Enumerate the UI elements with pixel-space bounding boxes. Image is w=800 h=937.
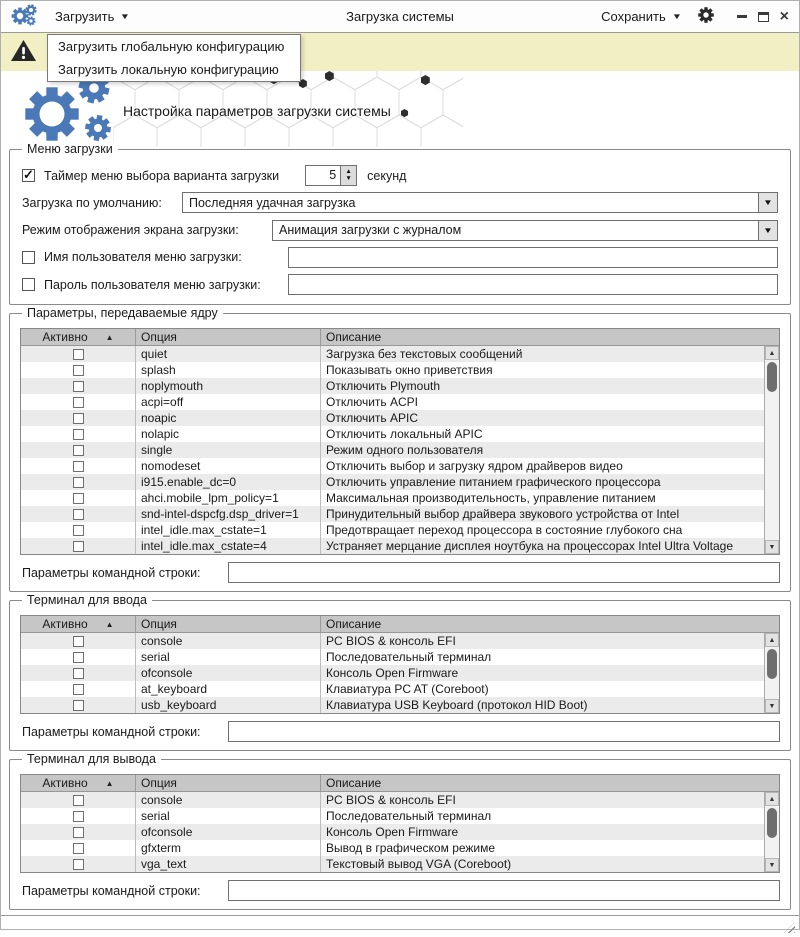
description-cell: Отключить Plymouth	[326, 379, 441, 393]
column-label: Описание	[326, 776, 382, 790]
caret-down-icon: ▼	[120, 12, 131, 21]
description-cell: Максимальная производительность, управление питанием	[326, 491, 656, 505]
password-input[interactable]	[288, 274, 778, 295]
row-checkbox[interactable]	[73, 461, 84, 472]
table-row[interactable]	[21, 856, 764, 872]
option-cell: splash	[136, 362, 321, 378]
option-cell: usb_keyboard	[136, 697, 321, 713]
timer-label: Таймер меню выбора варианта загрузки	[44, 168, 280, 183]
combobox-button[interactable]	[758, 221, 777, 240]
description-cell: Клавиатура USB Keyboard (протокол HID Boot)	[326, 698, 588, 712]
sort-asc-icon: ▲	[105, 778, 114, 788]
row-checkbox[interactable]	[73, 477, 84, 488]
description-cell: Последовательный терминал	[326, 650, 492, 664]
table-row[interactable]	[21, 665, 764, 681]
table-row[interactable]	[21, 633, 764, 649]
option-cell: nolapic	[136, 426, 321, 442]
row-checkbox[interactable]	[73, 525, 84, 536]
username-input[interactable]	[288, 247, 778, 268]
option-cell: noplymouth	[136, 378, 321, 394]
row-checkbox[interactable]	[73, 445, 84, 456]
option-cell: snd-intel-dspcfg.dsp_driver=1	[136, 506, 321, 522]
menu-bar	[1, 1, 799, 33]
option-cell: console	[136, 633, 321, 649]
description-cell: PC BIOS & консоль EFI	[326, 793, 456, 807]
column-label: Опция	[141, 776, 177, 790]
description-cell: Режим одного пользователя	[326, 443, 484, 457]
cmdline-label: Параметры командной строки:	[22, 565, 201, 580]
column-header-description[interactable]	[321, 616, 779, 632]
username-row	[22, 247, 778, 268]
caret-down-icon: ▼	[763, 225, 773, 235]
scrollbar-thumb[interactable]	[767, 649, 777, 679]
row-checkbox[interactable]	[73, 397, 84, 408]
table-row[interactable]	[21, 792, 764, 808]
column-header-option[interactable]	[136, 329, 321, 345]
load-menu-button[interactable]	[55, 9, 129, 24]
column-header-description[interactable]	[321, 775, 779, 791]
timer-row	[22, 165, 778, 186]
row-checkbox[interactable]	[73, 795, 84, 806]
column-label: Активно	[42, 330, 88, 344]
group-title: Меню загрузки	[22, 142, 118, 156]
scroll-up-icon[interactable]: ▲	[765, 346, 779, 360]
row-checkbox[interactable]	[73, 365, 84, 376]
hero-header	[1, 71, 799, 147]
column-label: Опция	[141, 330, 177, 344]
combobox-button[interactable]	[758, 193, 777, 212]
column-header-option[interactable]	[136, 616, 321, 632]
table-row[interactable]	[21, 538, 764, 554]
timer-spinner[interactable]	[305, 165, 357, 186]
username-checkbox[interactable]	[22, 251, 35, 264]
close-button[interactable]: ×	[779, 7, 789, 25]
display-mode-row	[22, 220, 778, 241]
app-gears-icon	[11, 3, 37, 30]
sort-asc-icon: ▲	[105, 332, 114, 342]
default-boot-row	[22, 192, 778, 213]
option-cell: serial	[136, 649, 321, 665]
output-terminal-cmdline-input[interactable]	[228, 880, 780, 901]
table-row[interactable]	[21, 378, 764, 394]
username-label: Имя пользователя меню загрузки:	[44, 250, 242, 265]
option-cell: serial	[136, 808, 321, 824]
description-cell: Отключить ACPI	[326, 395, 418, 409]
table-body	[21, 633, 779, 713]
table-body	[21, 792, 779, 872]
option-cell: quiet	[136, 346, 321, 362]
table-row[interactable]	[21, 649, 764, 665]
dropdown-menu-item[interactable]: Загрузить глобальную конфигурацию	[58, 39, 285, 54]
spin-up-icon[interactable]: ▲	[345, 168, 352, 175]
vertical-scrollbar[interactable]	[764, 346, 779, 554]
description-cell: Клавиатура PC AT (Coreboot)	[326, 682, 489, 696]
table-row[interactable]	[21, 522, 764, 538]
row-checkbox[interactable]	[73, 636, 84, 647]
settings-gear-icon[interactable]	[697, 6, 715, 27]
option-cell: single	[136, 442, 321, 458]
column-header-active[interactable]	[21, 775, 136, 791]
timer-value: 5	[329, 168, 337, 182]
spinner-buttons[interactable]	[340, 166, 356, 185]
table-row[interactable]	[21, 506, 764, 522]
option-cell: ofconsole	[136, 665, 321, 681]
resize-grip[interactable]	[784, 922, 795, 933]
vertical-scrollbar[interactable]	[764, 633, 779, 713]
row-checkbox[interactable]	[73, 859, 84, 870]
option-cell: ofconsole	[136, 824, 321, 840]
option-cell: intel_idle.max_cstate=4	[136, 538, 321, 554]
description-cell: Отключить выбор и загрузку ядром драйверов видео	[326, 459, 623, 473]
default-boot-combobox[interactable]	[182, 192, 778, 213]
description-cell: Консоль Open Firmware	[326, 825, 459, 839]
output-terminal-group	[9, 752, 791, 910]
maximize-button[interactable]	[758, 12, 769, 22]
option-cell: intel_idle.max_cstate=1	[136, 522, 321, 538]
default-boot-label: Загрузка по умолчанию:	[22, 195, 162, 210]
scroll-up-icon[interactable]: ▲	[765, 792, 779, 806]
table-row[interactable]	[21, 394, 764, 410]
description-cell: Показывать окно приветствия	[326, 363, 493, 377]
description-cell: Текстовый вывод VGA (Coreboot)	[326, 857, 512, 871]
description-cell: Предотвращает переход процессора в состояние глубокого сна	[326, 523, 683, 537]
row-checkbox[interactable]	[73, 413, 84, 424]
input-terminal-cmdline-input[interactable]	[228, 721, 780, 742]
caret-down-icon: ▼	[671, 12, 682, 21]
vertical-scrollbar[interactable]	[764, 792, 779, 872]
sort-asc-icon: ▲	[105, 619, 114, 629]
table-row[interactable]	[21, 474, 764, 490]
row-checkbox[interactable]	[73, 429, 84, 440]
table-row[interactable]	[21, 681, 764, 697]
combobox-value: Анимация загрузки с журналом	[279, 223, 462, 237]
option-cell: vga_text	[136, 856, 321, 872]
row-checkbox[interactable]	[73, 509, 84, 520]
table-body	[21, 346, 779, 554]
column-label: Активно	[42, 776, 88, 790]
row-checkbox[interactable]	[73, 827, 84, 838]
kernel-params-table	[20, 328, 780, 555]
page-title: Настройка параметров загрузки системы	[123, 103, 391, 119]
column-header-active[interactable]	[21, 616, 136, 632]
row-checkbox[interactable]	[73, 652, 84, 663]
scroll-up-icon[interactable]: ▲	[765, 633, 779, 647]
cmdline-row	[20, 721, 780, 742]
input-terminal-table	[20, 615, 780, 714]
row-checkbox[interactable]	[73, 493, 84, 504]
group-title: Параметры, передаваемые ядру	[22, 306, 223, 320]
table-row[interactable]	[21, 490, 764, 506]
window-title: Загрузка системы	[346, 9, 454, 24]
table-row[interactable]	[21, 697, 764, 713]
input-terminal-group	[9, 593, 791, 751]
cmdline-label: Параметры командной строки:	[22, 724, 201, 739]
option-cell: ahci.mobile_lpm_policy=1	[136, 490, 321, 506]
warning-triangle-icon	[10, 39, 37, 65]
table-row[interactable]	[21, 346, 764, 362]
option-cell: at_keyboard	[136, 681, 321, 697]
table-row[interactable]	[21, 824, 764, 840]
option-cell: console	[136, 792, 321, 808]
table-row[interactable]	[21, 362, 764, 378]
boot-menu-group	[9, 142, 791, 305]
column-header-active[interactable]	[21, 329, 136, 345]
cmdline-row	[20, 562, 780, 583]
password-row	[22, 274, 778, 295]
timer-unit-label: секунд	[367, 168, 407, 183]
status-bar	[1, 915, 799, 937]
description-cell: Принудительный выбор драйвера звукового устройства от Intel	[326, 507, 680, 521]
row-checkbox[interactable]	[73, 700, 84, 711]
minimize-button[interactable]	[737, 15, 747, 18]
table-row[interactable]	[21, 442, 764, 458]
description-cell: Устраняет мерцание дисплея ноутбука на процессорах Intel Ultra Voltage	[326, 539, 733, 553]
table-row[interactable]	[21, 410, 764, 426]
kernel-params-group	[9, 306, 791, 592]
table-row[interactable]	[21, 840, 764, 856]
window-controls	[737, 7, 789, 25]
table-row[interactable]	[21, 458, 764, 474]
option-cell: i915.enable_dc=0	[136, 474, 321, 490]
row-checkbox[interactable]	[73, 349, 84, 360]
cmdline-row	[20, 880, 780, 901]
save-menu-label: Сохранить	[601, 9, 666, 24]
column-label: Описание	[326, 617, 382, 631]
description-cell: Отключить локальный APIC	[326, 427, 483, 441]
kernel-cmdline-input[interactable]	[228, 562, 780, 583]
table-header	[21, 775, 779, 792]
table-row[interactable]	[21, 426, 764, 442]
row-checkbox[interactable]	[73, 811, 84, 822]
timer-checkbox[interactable]	[22, 169, 35, 182]
scroll-down-icon[interactable]: ▼	[765, 699, 779, 713]
group-title: Терминал для вывода	[22, 752, 161, 766]
display-mode-label: Режим отображения экрана загрузки:	[22, 223, 239, 237]
combobox-value: Последняя удачная загрузка	[189, 195, 356, 210]
scroll-down-icon[interactable]: ▼	[765, 540, 779, 554]
table-header	[21, 616, 779, 633]
boot-logo-gears-icon	[21, 73, 121, 147]
table-row[interactable]	[21, 808, 764, 824]
column-header-option[interactable]	[136, 775, 321, 791]
save-menu-button[interactable]	[601, 9, 681, 24]
row-checkbox[interactable]	[73, 668, 84, 679]
description-cell: Последовательный терминал	[326, 809, 492, 823]
row-checkbox[interactable]	[73, 843, 84, 854]
password-label: Пароль пользователя меню загрузки:	[44, 277, 261, 292]
scroll-down-icon[interactable]: ▼	[765, 858, 779, 872]
load-menu-label: Загрузить	[55, 9, 115, 24]
option-cell: noapic	[136, 410, 321, 426]
output-terminal-table	[20, 774, 780, 873]
password-checkbox[interactable]	[22, 278, 35, 291]
description-cell: Отключить управление питанием графического процессора	[326, 475, 661, 489]
column-label: Активно	[42, 617, 88, 631]
description-cell: Отключить APIC	[326, 411, 418, 425]
column-label: Опция	[141, 617, 177, 631]
description-cell: Консоль Open Firmware	[326, 666, 459, 680]
option-cell: nomodeset	[136, 458, 321, 474]
checkmark-icon: ✓	[23, 167, 34, 182]
scrollbar-thumb[interactable]	[767, 808, 777, 838]
group-title: Терминал для ввода	[22, 593, 152, 607]
caret-down-icon: ▼	[763, 198, 773, 208]
row-checkbox[interactable]	[73, 684, 84, 695]
description-cell: Вывод в графическом режиме	[326, 841, 496, 855]
option-cell: acpi=off	[136, 394, 321, 410]
cmdline-label: Параметры командной строки:	[22, 883, 201, 898]
row-checkbox[interactable]	[73, 541, 84, 552]
description-cell: Загрузка без текстовых сообщений	[326, 347, 523, 361]
display-mode-combobox[interactable]	[272, 220, 778, 241]
row-checkbox[interactable]	[73, 381, 84, 392]
load-dropdown-menu	[47, 34, 301, 82]
dropdown-menu-item[interactable]: Загрузить локальную конфигурацию	[58, 62, 279, 77]
table-header	[21, 329, 779, 346]
description-cell: PC BIOS & консоль EFI	[326, 634, 456, 648]
spin-down-icon[interactable]: ▼	[345, 174, 352, 182]
option-cell: gfxterm	[136, 840, 321, 856]
column-header-description[interactable]	[321, 329, 779, 345]
scrollbar-thumb[interactable]	[767, 362, 777, 392]
column-label: Описание	[326, 330, 382, 344]
